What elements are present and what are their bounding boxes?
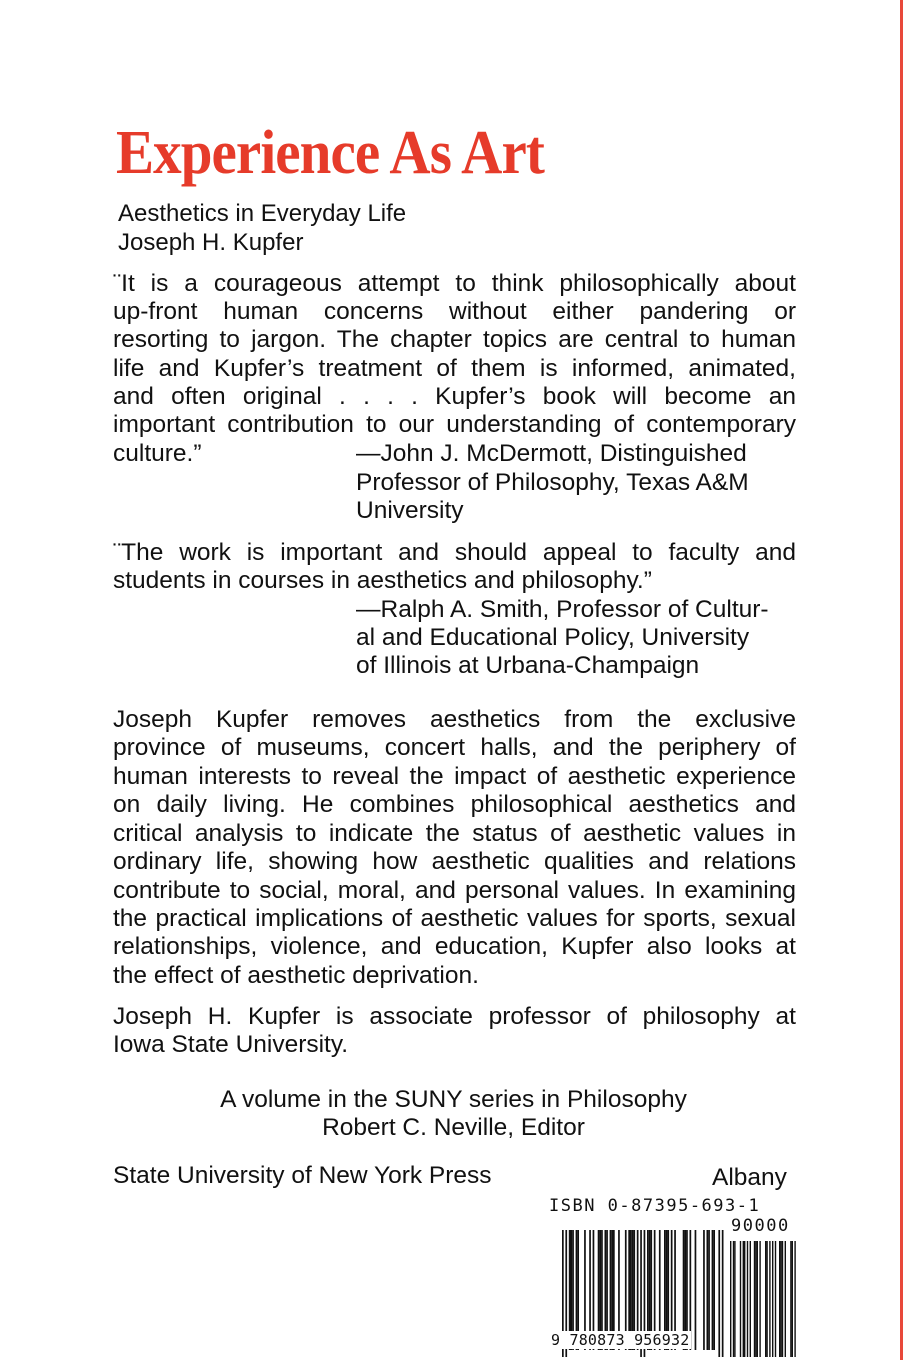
barcode-bar: [755, 1241, 756, 1357]
barcode-bar: [785, 1241, 786, 1357]
description-line: the effect of aesthetic deprivation.: [113, 962, 479, 989]
blurb-1-line: life and Kupfer’s treatment of them is informed, animated,: [113, 355, 796, 382]
series-name: A volume in the SUNY series in Philosophy: [220, 1086, 687, 1113]
isbn-label: ISBN 0-87395-693-1: [549, 1196, 761, 1216]
barcode-bar: [759, 1241, 760, 1357]
price-code: 90000: [731, 1216, 790, 1236]
book-title: Experience As Art: [116, 119, 544, 187]
book-subtitle: Aesthetics in Everyday Life: [118, 200, 407, 227]
blurb-1-line: and often original . . . . Kupfer’s book will become an: [113, 383, 796, 410]
blurb-2-attribution: al and Educational Policy, University: [356, 624, 750, 651]
barcode-bar: [695, 1230, 697, 1350]
barcode-bar: [747, 1241, 748, 1357]
barcode-bar: [750, 1241, 751, 1357]
barcode-bar: [766, 1241, 767, 1357]
blurb-1-attribution: University: [356, 497, 464, 524]
barcode-bar: [707, 1230, 709, 1350]
blurb-2-line: students in courses in aesthetics and philosophy.”: [113, 567, 652, 594]
barcode-bar: [740, 1241, 741, 1357]
blurb-2-line: ¨The work is important and should appeal to faculty and: [113, 539, 796, 566]
blurb-1-attribution: —John J. McDermott, Distinguished: [356, 440, 747, 467]
cover-edge-line: [900, 0, 903, 1360]
barcode-bar: [780, 1241, 781, 1357]
barcode-bar: [794, 1241, 795, 1357]
blurb-1-attribution: Professor of Philosophy, Texas A&M: [356, 469, 749, 496]
barcode-bar: [708, 1230, 710, 1350]
barcode-bar: [765, 1241, 766, 1357]
ean-digits: 9 780873 956932: [551, 1331, 690, 1349]
description-line: ordinary life, showing how aesthetic qualities and relations: [113, 848, 796, 875]
barcode-bar: [712, 1230, 714, 1350]
book-author: Joseph H. Kupfer: [118, 229, 304, 256]
description-line: on daily living. He combines philosophical aesthetics and: [113, 791, 796, 818]
barcode-bar: [775, 1241, 776, 1357]
series-editor-line: [0, 1114, 907, 1142]
blurb-1-line: important contribution to our understanding of contemporary: [113, 411, 796, 438]
description-line: contribute to social, moral, and personal values. In examining: [113, 877, 796, 904]
description-line: relationships, violence, and education, Kupfer also looks at: [113, 933, 796, 960]
series-line: [0, 1086, 907, 1114]
author-bio-line: Joseph H. Kupfer is associate professor of philosophy at: [113, 1003, 796, 1030]
barcode-bar: [792, 1241, 793, 1357]
blurb-1-line: resorting to jargon. The chapter topics are central to human: [113, 326, 796, 353]
barcode-bar: [790, 1241, 791, 1357]
barcode-bar: [782, 1241, 783, 1357]
publisher-name: State University of New York Press: [113, 1162, 492, 1189]
addon-barcode-bars: [730, 1241, 796, 1357]
blurb-1-line: ¨It is a courageous attempt to think philosophically about: [113, 270, 796, 297]
blurb-1-line: culture.”: [113, 440, 202, 467]
description-line: Joseph Kupfer removes aesthetics from the exclusive: [113, 706, 796, 733]
barcode-bar: [713, 1230, 715, 1350]
barcode-bar: [744, 1241, 745, 1357]
barcode-bar: [743, 1241, 744, 1357]
blurb-2-attribution: —Ralph A. Smith, Professor of Cultur-: [356, 596, 769, 623]
barcode-bar: [703, 1230, 705, 1350]
description-line: the practical implications of aesthetic values for sports, sexual: [113, 905, 796, 932]
barcode-bar: [733, 1241, 734, 1357]
barcode-bar: [734, 1241, 735, 1357]
series-editor: Robert C. Neville, Editor: [322, 1114, 585, 1141]
blurb-1-line: up-front human concerns without either pandering or: [113, 298, 796, 325]
barcode-bar: [718, 1230, 720, 1357]
barcode-bar: [769, 1241, 770, 1357]
barcode-bar: [730, 1241, 731, 1357]
blurb-2-attribution: of Illinois at Urbana-Champaign: [356, 652, 700, 679]
barcode-bar: [757, 1241, 758, 1357]
description-line: human interests to reveal the impact of aesthetic experience: [113, 763, 796, 790]
description-line: province of museums, concert halls, and the periphery of: [113, 734, 796, 761]
barcode-bar: [754, 1241, 755, 1357]
publisher-city: Albany: [712, 1164, 787, 1191]
barcode-bar: [722, 1230, 724, 1357]
author-bio-line: Iowa State University.: [113, 1031, 349, 1058]
barcode-bar: [779, 1241, 780, 1357]
barcode-bar: [772, 1241, 773, 1357]
description-line: critical analysis to indicate the status of aesthetic values in: [113, 820, 796, 847]
